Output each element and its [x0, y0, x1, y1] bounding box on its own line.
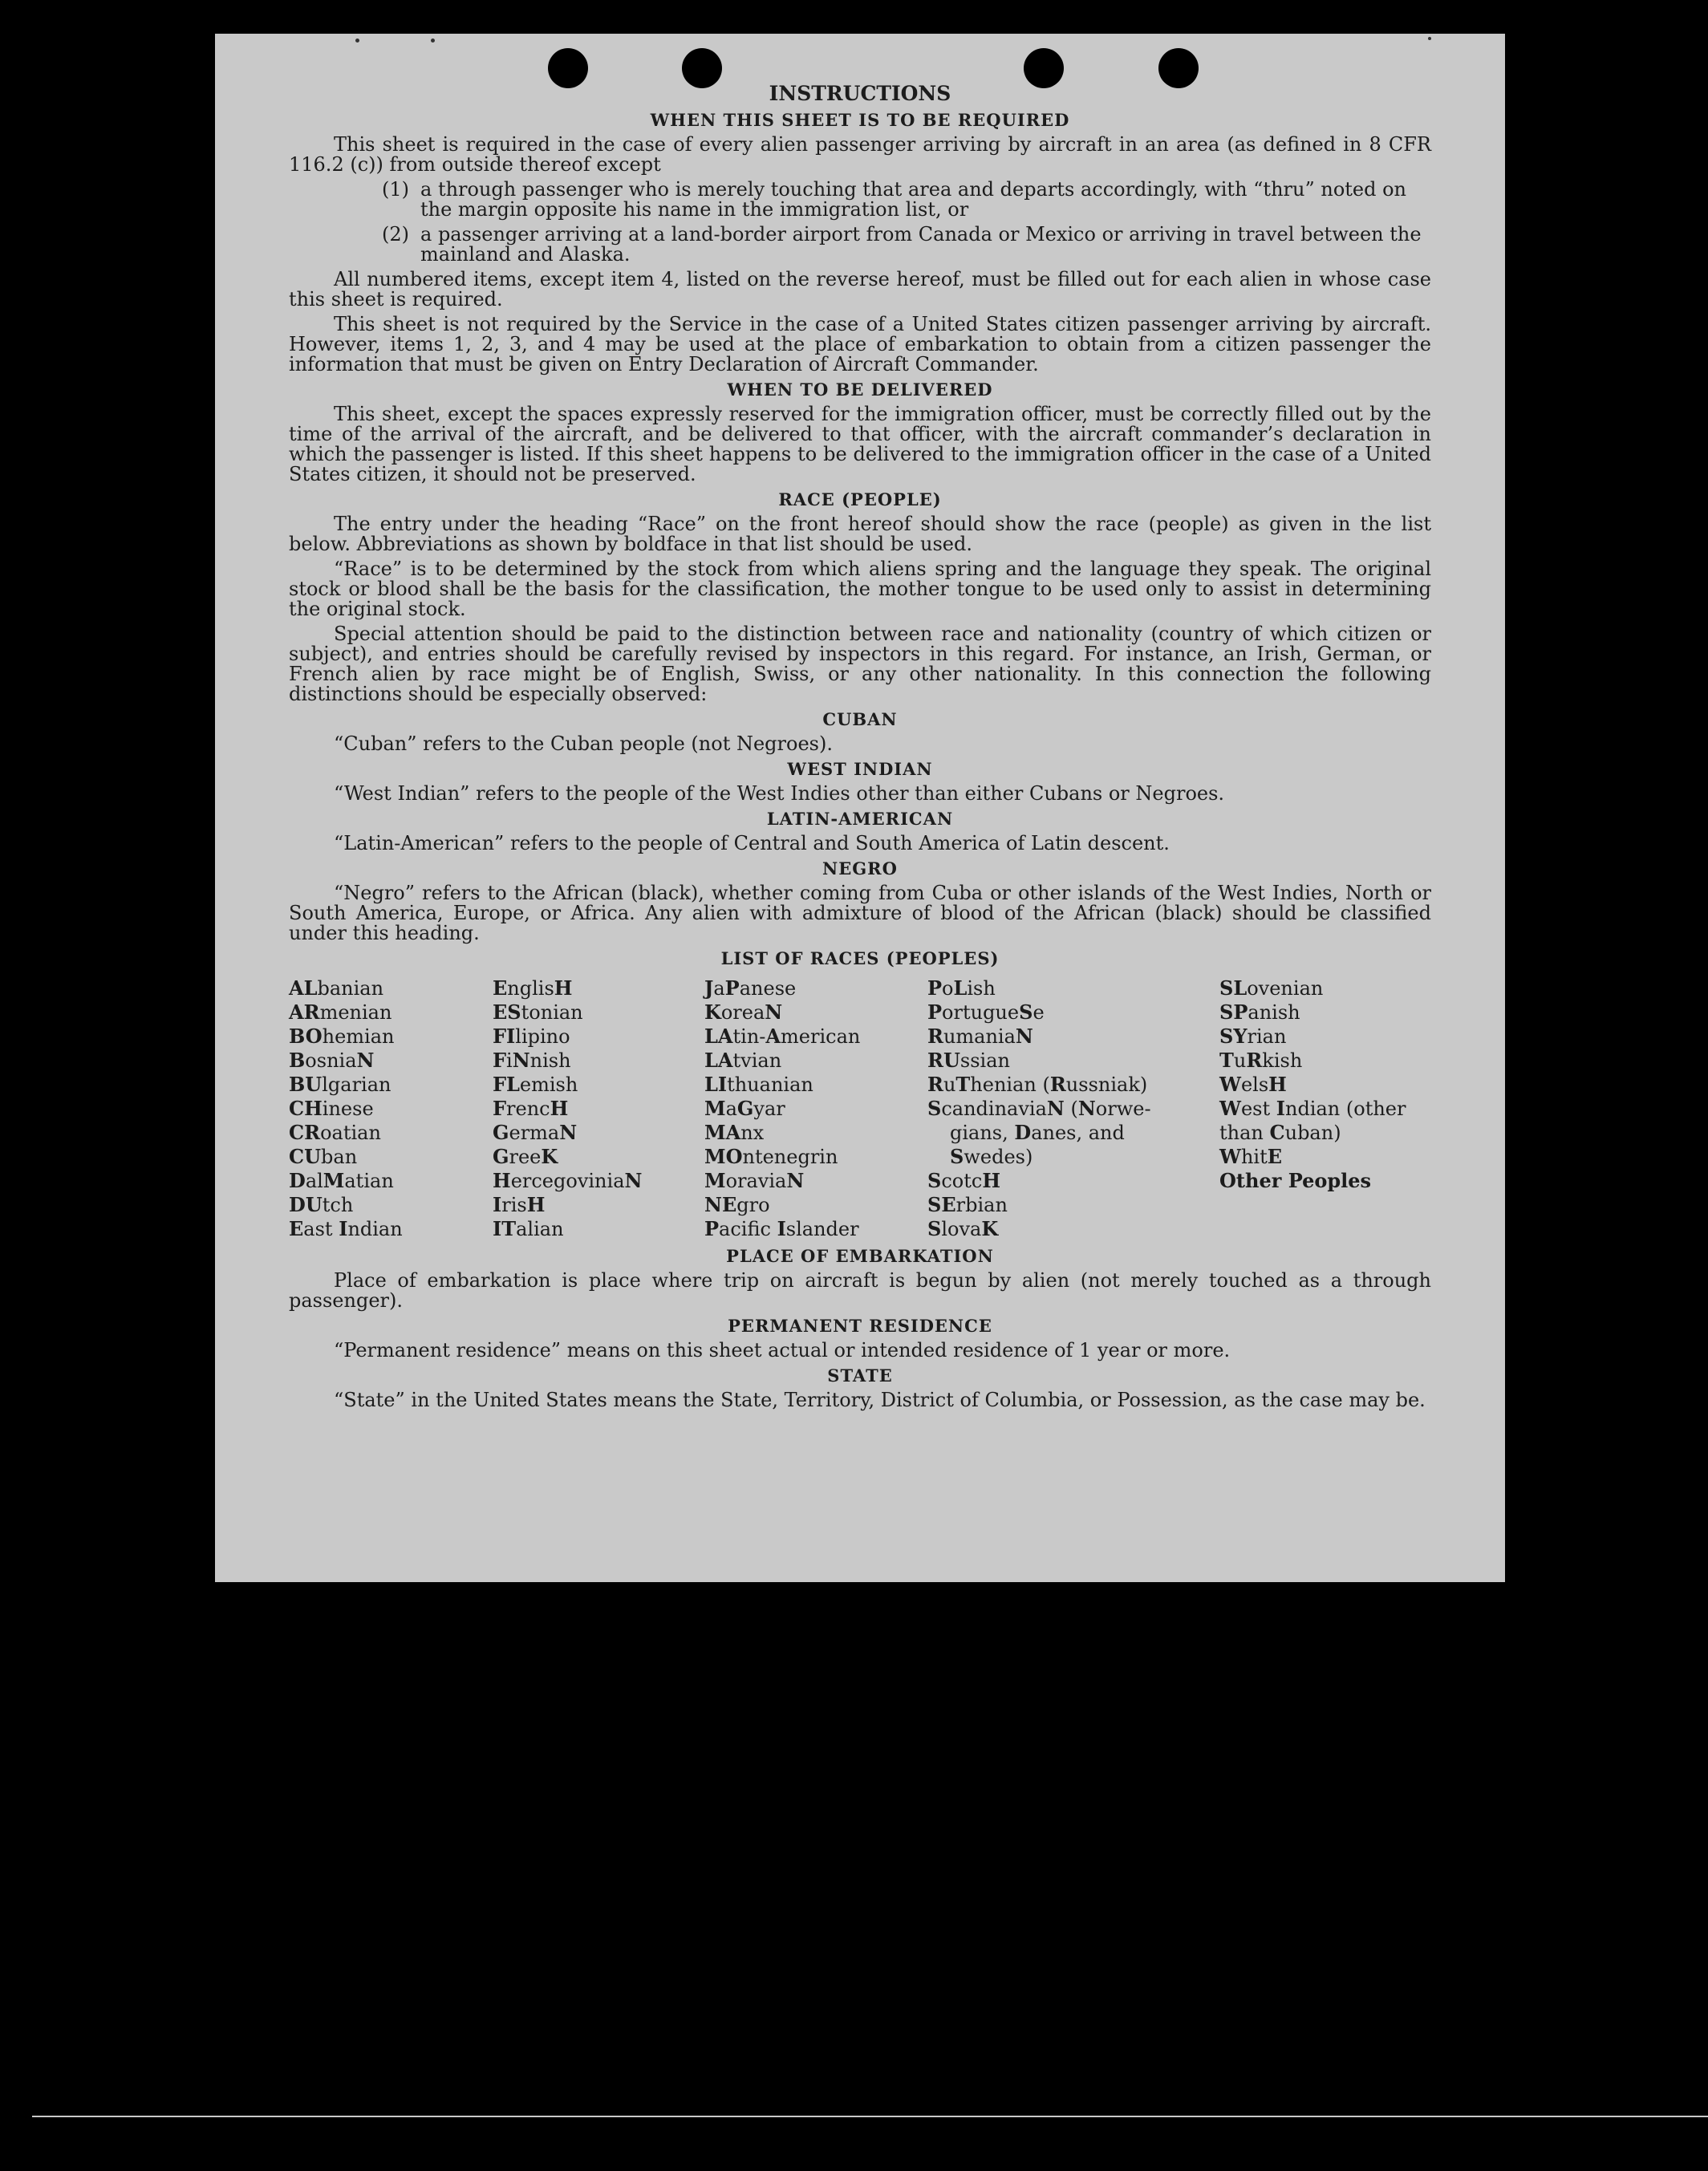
race-entry: NEgro [704, 1193, 770, 1216]
section-heading: STATE [827, 1365, 893, 1386]
race-entry: RuThenian (Russniak) [927, 1073, 1148, 1096]
page-title: INSTRUCTIONS [769, 82, 951, 105]
paragraph: “Cuban” refers to the Cuban people (not Negroes). [334, 732, 833, 755]
race-entry: FLemish [493, 1073, 578, 1096]
race-entry: RUssian [927, 1049, 1010, 1072]
paragraph: “Race” is to be determined by the stock from which aliens spring and the language they speak. The original stock or blood shall be the basis for the classification, the mother tongue to be used only to assist in determining the original stock. [289, 558, 1431, 620]
race-entry: SlovaK [927, 1217, 999, 1240]
races-list [289, 976, 1431, 1241]
list-item [382, 180, 1431, 220]
race-entry: HercegoviniaN [493, 1169, 643, 1192]
paragraph: “Latin-American” refers to the people of Central and South America of Latin descent. [334, 832, 1170, 854]
scan-speck [431, 39, 435, 43]
section-heading: PLACE OF EMBARKATION [726, 1246, 994, 1266]
item-number: (2) [382, 223, 409, 246]
item-text: a through passenger who is merely touching that area and departs accordingly, with “thru” noted on the margin opposite his name in the immigration list, or [420, 178, 1407, 221]
section-heading: CUBAN [822, 709, 898, 729]
race-entry: Swedes) [950, 1145, 1033, 1168]
race-entry: Other Peoples [1219, 1169, 1372, 1192]
section-heading: LIST OF RACES (PEOPLES) [720, 948, 1000, 968]
paragraph: This sheet, except the spaces expressly reserved for the immigration officer, must be correctly filled out by the time of the arrival of the aircraft, and be delivered to that officer, with the aircraft commander’s declaration in which the passenger is listed. If this sheet happens to be delivered to the immigration officer in the case of a United States citizen, it should not be preserved. [289, 403, 1431, 485]
race-entry: ITalian [493, 1217, 564, 1240]
scan-speck [1428, 37, 1431, 40]
race-entry: IrisH [493, 1193, 546, 1216]
race-entry: West Indian (other [1219, 1097, 1406, 1120]
race-entry: RumaniaN [927, 1025, 1033, 1048]
race-entry: LAtvian [704, 1049, 782, 1072]
races-column [1219, 976, 1420, 1241]
race-entry: PoLish [927, 976, 996, 1000]
paragraph: The entry under the heading “Race” on the front hereof should show the race (people) as given in the list below. Abbreviations as shown by boldface in that list should be used. [289, 513, 1431, 555]
instructions-body [289, 82, 1431, 1415]
race-entry: GreeK [493, 1145, 558, 1168]
races-column [493, 976, 704, 1241]
paragraph: This sheet is required in the case of every alien passenger arriving by aircraft in an area (as defined in 8 CFR 116.2 (c)) from outside thereof except [289, 133, 1431, 176]
section-heading: WHEN TO BE DELIVERED [727, 379, 993, 400]
paragraph: “West Indian” refers to the people of the West Indies other than either Cubans or Negroes. [334, 782, 1225, 805]
race-entry: CRoatian [289, 1121, 381, 1144]
paragraph: All numbered items, except item 4, listed on the reverse hereof, must be filled out for each alien in whose case this sheet is required. [289, 268, 1431, 310]
race-entry: TuRkish [1219, 1049, 1303, 1072]
item-text: a passenger arriving at a land-border airport from Canada or Mexico or arriving in travel between the mainland and Alaska. [420, 223, 1422, 266]
scan-edge-line [32, 2116, 1708, 2117]
document-page [215, 34, 1505, 1582]
race-entry: WelsH [1219, 1073, 1287, 1096]
race-entry: PortugueSe [927, 1000, 1045, 1024]
race-entry: FIlipino [493, 1025, 570, 1048]
race-entry: CHinese [289, 1097, 374, 1120]
race-entry: LIthuanian [704, 1073, 813, 1096]
race-entry: EnglisH [493, 976, 573, 1000]
race-entry: JaPanese [704, 976, 797, 1000]
scan-speck [355, 39, 359, 43]
race-entry: KoreaN [704, 1000, 783, 1024]
section-heading: NEGRO [822, 858, 898, 879]
race-entry: MaGyar [704, 1097, 785, 1120]
race-entry: East Indian [289, 1217, 403, 1240]
race-entry: BUlgarian [289, 1073, 392, 1096]
paragraph: “State” in the United States means the State, Territory, District of Columbia, or Possession, as the case may be. [334, 1389, 1426, 1411]
paragraph: This sheet is not required by the Service in the case of a United States citizen passenger arriving by aircraft. However, items 1, 2, 3, and 4 may be used at the place of embarkation to obtain from a citizen passenger the information that must be given on Entry Declaration of Aircraft Commander. [289, 313, 1431, 375]
section-heading: WHEN THIS SHEET IS TO BE REQUIRED [650, 110, 1070, 130]
race-entry: SPanish [1219, 1000, 1300, 1024]
race-entry: ARmenian [289, 1000, 392, 1024]
paragraph: “Permanent residence” means on this sheet actual or intended residence of 1 year or more. [334, 1339, 1231, 1361]
race-entry: ScandinaviaN (Norwe- [927, 1097, 1151, 1120]
race-entry: than Cuban) [1219, 1121, 1341, 1144]
paragraph: “Negro” refers to the African (black), whether coming from Cuba or other islands of the West Indies, North or South America, Europe, or Africa. Any alien with admixture of blood of the African (black) should be classified under this heading. [289, 882, 1431, 944]
race-entry: CUban [289, 1145, 358, 1168]
list-item [382, 225, 1431, 265]
section-heading: RACE (PEOPLE) [778, 489, 942, 509]
races-column [704, 976, 927, 1241]
race-entry: FrencH [493, 1097, 569, 1120]
section-heading: LATIN-AMERICAN [766, 809, 954, 829]
race-entry: DUtch [289, 1193, 354, 1216]
race-entry: LAtin-American [704, 1025, 861, 1048]
race-entry: ALbanian [289, 976, 384, 1000]
race-entry: SLovenian [1219, 976, 1324, 1000]
race-entry: FiNnish [493, 1049, 571, 1072]
race-entry: ScotcH [927, 1169, 1001, 1192]
race-entry: DalMatian [289, 1169, 394, 1192]
section-heading: PERMANENT RESIDENCE [728, 1316, 992, 1336]
races-column [927, 976, 1219, 1241]
item-number: (1) [382, 178, 409, 201]
race-entry: MAnx [704, 1121, 765, 1144]
race-entry: SErbian [927, 1193, 1008, 1216]
paragraph: Place of embarkation is place where trip on aircraft is begun by alien (not merely touched as a through passenger). [289, 1269, 1431, 1312]
race-entry: BOhemian [289, 1025, 395, 1048]
race-entry: MOntenegrin [704, 1145, 838, 1168]
paragraph: Special attention should be paid to the distinction between race and nationality (country of which citizen or subject), and entries should be carefully revised by inspectors in this regard. For instance, an Irish, German, or French alien by race might be of English, Swiss, or any other nationality. In this connection the following distinctions should be especially observed: [289, 623, 1431, 705]
section-heading: WEST INDIAN [787, 759, 933, 779]
race-entry: MoraviaN [704, 1169, 805, 1192]
race-entry: WhitE [1219, 1145, 1283, 1168]
race-entry: BosniaN [289, 1049, 375, 1072]
race-entry: SYrian [1219, 1025, 1287, 1048]
race-entry: EStonian [493, 1000, 583, 1024]
race-entry: gians, Danes, and [950, 1121, 1125, 1144]
race-entry: GermaN [493, 1121, 578, 1144]
races-column [289, 976, 493, 1241]
race-entry: Pacific Islander [704, 1217, 859, 1240]
